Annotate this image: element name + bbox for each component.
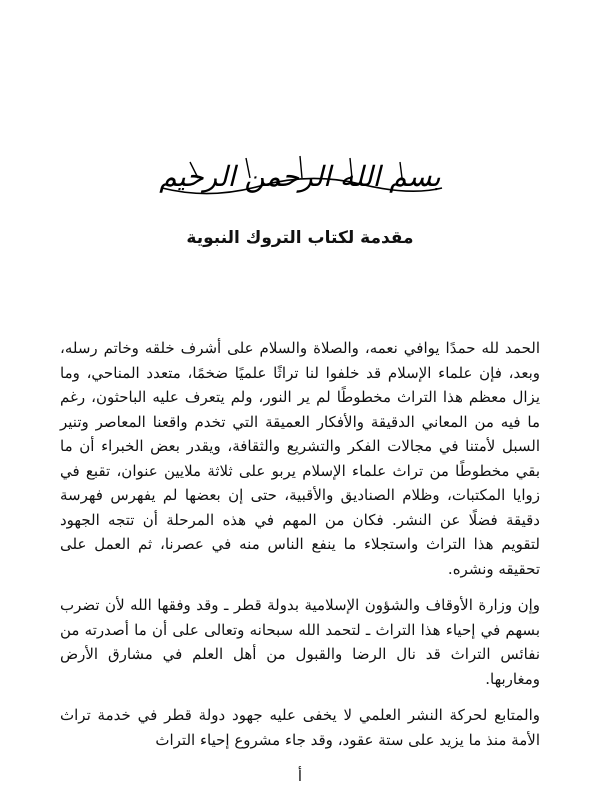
paragraph: والمتابع لحركة النشر العلمي لا يخفى عليه جهود دولة قطر في خدمة تراث الأمة منذ ما يزيد على ستة عقود، وقد جاء مشروع إحياء التراث <box>60 706 540 749</box>
body-text <box>60 336 540 764</box>
page-title: مقدمة لكتاب التروك النبوية <box>186 228 414 248</box>
basmala-text: بسم الله الرحمن الرحيم <box>159 159 441 193</box>
paragraph: الحمد لله حمدًا يوافي نعمه، والصلاة والسلام على أشرف خلقه وخاتم رسله، وبعد، فإن علماء الإسلام قد خلفوا لنا تراثًا علميًا ضخمًا، متعدد المناحي، وما يزال معظم هذا التراث مخطوطًا لم ير النور، ولم يتعرف عليه الباحثون، رغم ما فيه من المعاني الدقيقة والأفكار العميقة التي تخدم واقعنا المعاصر وتنير السبل لأمتنا في مجالات الفكر والتشريع والثقافة، ويقدر بعض الخبراء أن ما بقي مخطوطًا من تراث علماء الإسلام يربو على ثلاثة ملايين عنوان، تقبع في زوايا المكتبات، وظلام الصناديق والأقبية، حتى إن بعضها لم يفهرس فهرسة دقيقة فضلًا عن النشر. فكان من المهم في هذه المرحلة أن تتجه الجهود لتقويم هذا التراث واستجلاء ما ينفع الناس منه في عصرنا، ثم العمل على تحقيقه ونشره. <box>60 339 540 578</box>
page-number: أ <box>297 767 303 785</box>
paragraph: وإن وزارة الأوقاف والشؤون الإسلامية بدولة قطر ـ وقد وفقها الله لأن تضرب بسهم في إحياء هذا التراث ـ لتحمد الله سبحانه وتعالى على أن ما أصدرته من نفائس التراث قد نال الرضا والقبول من أهل العلم في مشارق الأرض ومغاربها. <box>60 596 540 688</box>
basmala-calligraphy <box>150 148 450 204</box>
